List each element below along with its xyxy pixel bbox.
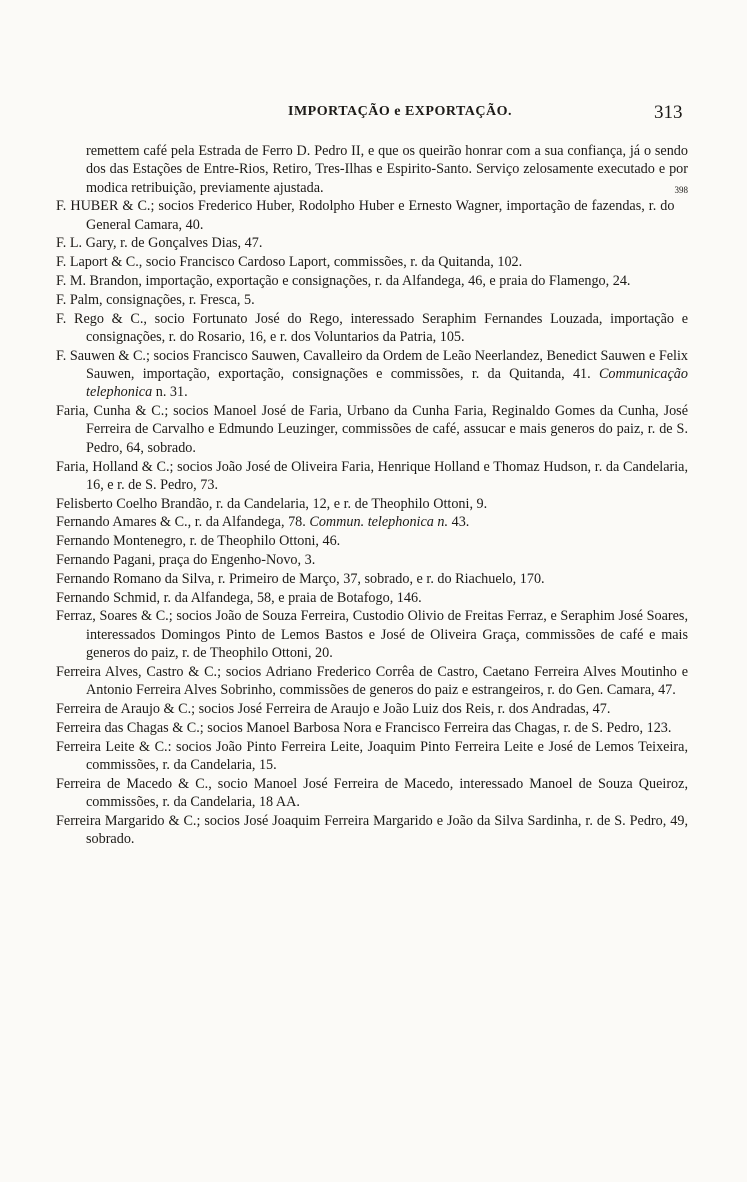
list-item: Faria, Cunha & C.; socios Manoel José de Faria, Urbano da Cunha Faria, Reginaldo Gomes da Cunha, José Ferreira de Carvalho e Edmundo Leuzinger, commissões de café, assucar e mais generos do paiz, r. de S. Pedro, 64, sobrado. [56, 403, 688, 456]
list-item: Faria, Holland & C.; socios João José de Oliveira Faria, Henrique Holland e Thomaz Hudson, r. da Candelaria, 16, e r. de S. Pedro, 73. [56, 458, 688, 493]
list-item: F. HUBER & C.; socios Frederico Huber, Rodolpho Huber e Ernesto Wagner, importação de fazendas, r. do General Camara, 40. [56, 198, 675, 233]
list-item: Fernando Romano da Silva, r. Primeiro de Março, 37, sobrado, e r. do Riachuelo, 170. [56, 570, 545, 587]
list-item: Fernando Montenegro, r. de Theophilo Ottoni, 46. [56, 533, 341, 550]
ad-reference-number: 398 [674, 184, 688, 195]
list-item: Ferreira de Macedo & C., socio Manoel José Ferreira de Macedo, interessado Manoel de Souza Queiroz, commissões, r. da Candelaria, 18 AA. [56, 775, 688, 810]
list-item: Ferreira Margarido & C.; socios José Joaquim Ferreira Margarido e João da Silva Sardinha, r. de S. Pedro, 49, sobrado. [56, 812, 688, 847]
telephone-note: Communicação telephonica [86, 366, 688, 401]
list-item: Ferreira Leite & C.: socios João Pinto Ferreira Leite, Joaquim Pinto Ferreira Leite e José de Lemos Teixeira, commissões, r. da Candelaria, 15. [56, 738, 688, 773]
list-item: Ferreira de Araujo & C.; socios José Ferreira de Araujo e João Luiz dos Reis, r. dos Andradas, 47. [56, 700, 611, 717]
list-item: F. M. Brandon, importação, exportação e consignações, r. da Alfandega, 46, e praia do Flamengo, 24. [56, 273, 631, 290]
page-number: 313 [654, 102, 683, 123]
continued-entry-text: remettem café pela Estrada de Ferro D. Pedro II, e que os queirão honrar com a sua confiança, já o sendo dos das Estações de Entre-Rios, Retiro, Tres-Ilhas e Espirito-Santo. Serviço zelosamente executado e por modica retribuição, previamente ajustada. [86, 143, 688, 196]
list-item: F. Laport & C., socio Francisco Cardoso Laport, commissões, r. da Quitanda, 102. [56, 254, 523, 271]
list-item: Ferreira das Chagas & C.; socios Manoel Barbosa Nora e Francisco Ferreira das Chagas, r. de S. Pedro, 123. [56, 719, 672, 736]
list-item: F. Palm, consignações, r. Fresca, 5. [56, 291, 255, 308]
running-header: IMPORTAÇÃO e EXPORTAÇÃO. [288, 104, 512, 119]
list-item: Ferreira Alves, Castro & C.; socios Adriano Frederico Corrêa de Castro, Caetano Ferreira Alves Moutinho e Antonio Ferreira Alves Sobrinho, commissões de generos do paiz e estrangeiros, r. do Gen. Camara, 47. [56, 663, 688, 699]
list-item: F. L. Gary, r. de Gonçalves Dias, 47. [56, 235, 263, 252]
list-item: Fernando Schmid, r. da Alfandega, 58, e praia de Botafogo, 146. [56, 589, 422, 606]
list-item: Fernando Amares & C., r. da Alfandega, 78. Commun. telephonica n. 43. [56, 514, 470, 531]
continued-entry [56, 142, 688, 197]
list-item: Fernando Pagani, praça do Engenho-Novo, 3. [56, 552, 316, 569]
list-item: F. Sauwen & C.; socios Francisco Sauwen, Cavalleiro da Ordem de Leão Neerlandez, Benedict Sauwen e Felix Sauwen, importação, exportação, consignações e commissões, r. da Quitanda, 41. Communicação telephonica n. 31. [56, 347, 688, 401]
telephone-note: Commun. telephonica n. [309, 514, 449, 531]
directory-body [56, 142, 688, 849]
list-item: Felisberto Coelho Brandão, r. da Candelaria, 12, e r. de Theophilo Ottoni, 9. [56, 495, 488, 512]
list-item: Ferraz, Soares & C.; socios João de Souza Ferreira, Custodio Olivio de Freitas Ferraz, e Seraphim José Soares, interessados Domingos Pinto de Lemos Bastos e José de Oliveira Graça, commissões de café e mais generos do paiz, r. de Theophilo Ottoni, 20. [56, 608, 688, 662]
list-item: F. Rego & C., socio Fortunato José do Rego, interessado Seraphim Fernandes Louzada, importação e consignações, r. do Rosario, 16, e r. dos Voluntarios da Patria, 105. [56, 310, 688, 345]
